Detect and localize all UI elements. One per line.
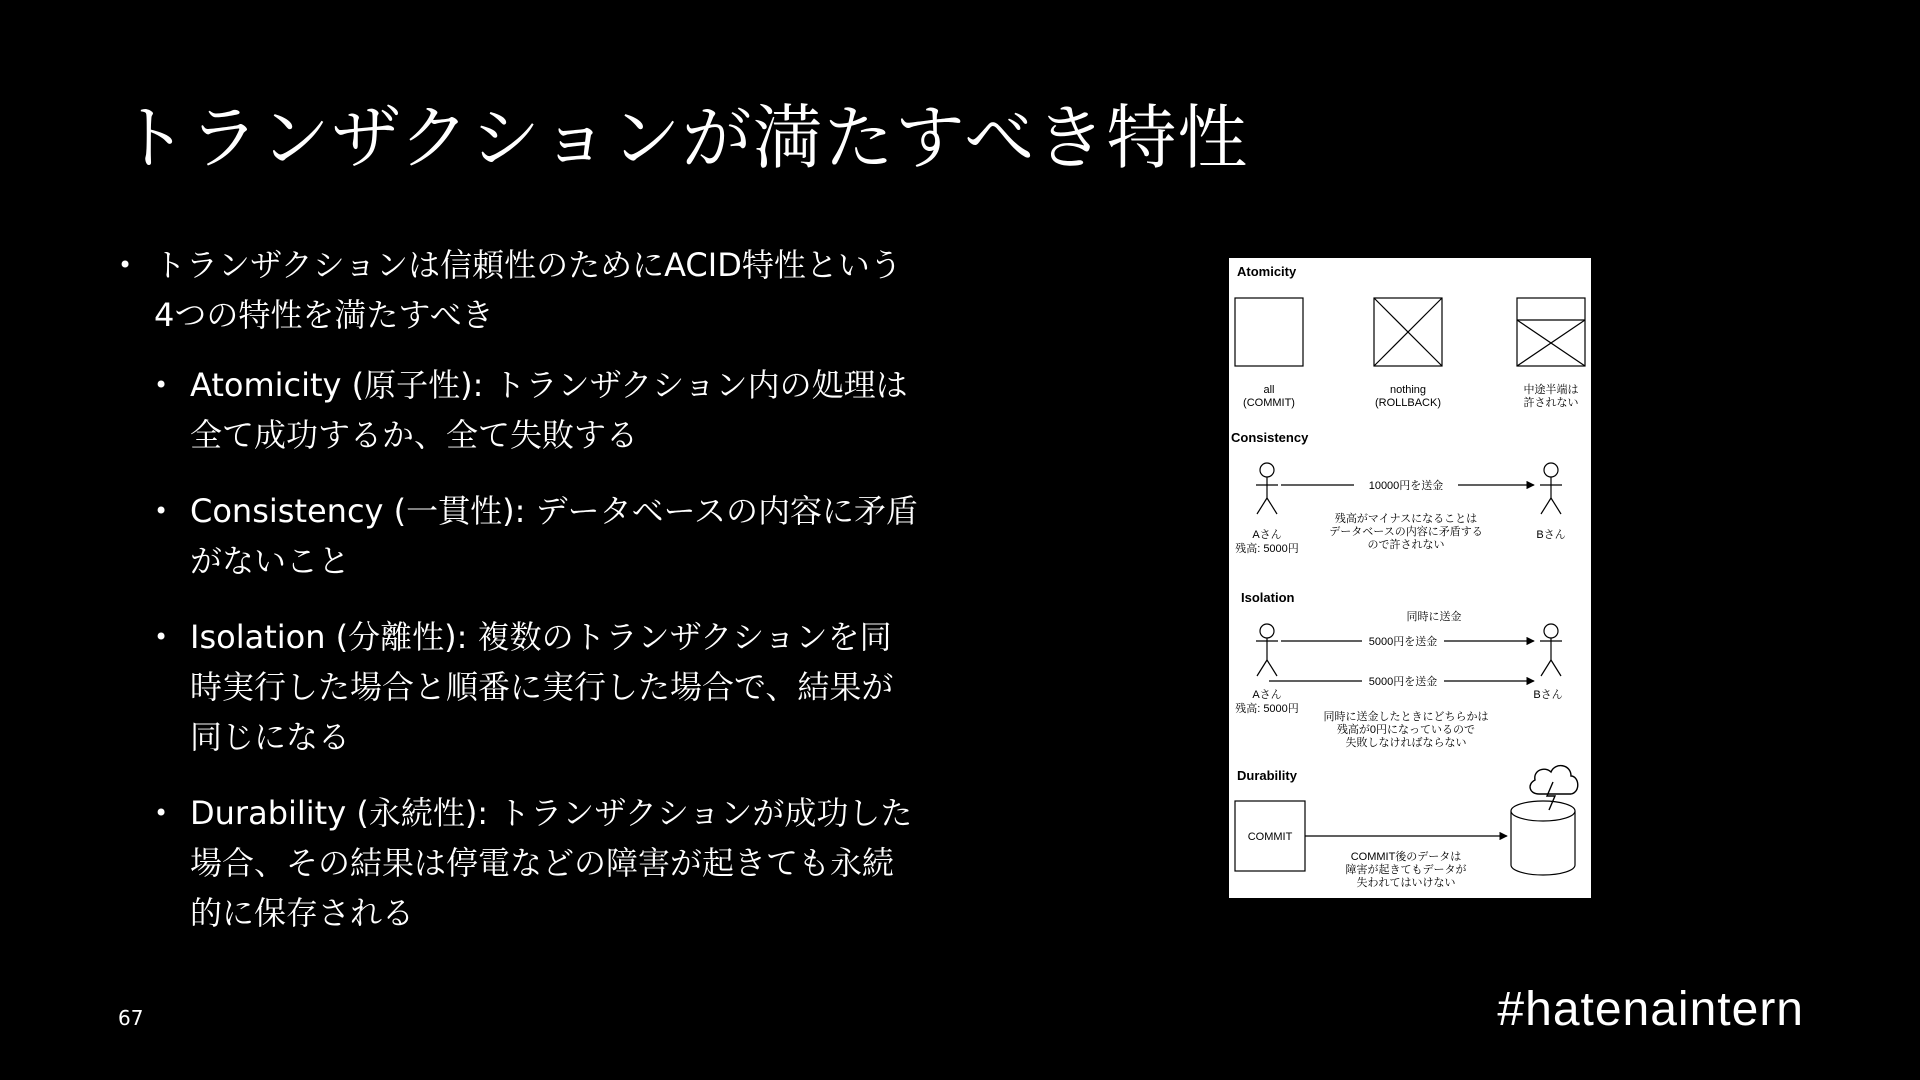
- bullet-acid-intro-text: トランザクションは信頼性のためにACID特性という4つの特性を満たすべき: [154, 246, 902, 334]
- consistency-note-1: 残高がマイナスになることは: [1334, 513, 1478, 525]
- person-b-icon: [1540, 463, 1562, 514]
- balance-a-label: 残高: 5000円: [1235, 703, 1299, 715]
- person-b-label: Bさん: [1536, 529, 1566, 541]
- bullet-consistency: • Consistency (一貫性): データベースの内容に矛盾がないこと: [154, 486, 918, 586]
- nothing-label: nothing: [1389, 384, 1427, 396]
- commit-box-label: COMMIT: [1247, 831, 1293, 843]
- person-a-icon: [1256, 463, 1278, 514]
- transfer-label: 10000円を送金: [1368, 480, 1444, 492]
- consistency-note-3: ので許されない: [1367, 539, 1445, 551]
- acid-diagram: [1229, 258, 1591, 898]
- isolation-note-1: 同時に送金したときにどちらかは: [1323, 711, 1489, 723]
- transfer-label-2: 5000円を送金: [1368, 676, 1438, 688]
- rollback-label: (ROLLBACK): [1374, 397, 1442, 409]
- consistency-heading: Consistency: [1231, 430, 1309, 445]
- atomicity-heading: Atomicity: [1237, 264, 1297, 279]
- half-done-box: [1517, 298, 1585, 366]
- durability-note-1: COMMIT後のデータは: [1350, 851, 1462, 863]
- bullet-isolation: • Isolation (分離性): 複数のトランザクションを同時実行した場合と順番に実行した場合で、結果が同じになる: [154, 612, 918, 762]
- balance-a-label: 残高: 5000円: [1235, 543, 1299, 555]
- transfer-label-1: 5000円を送金: [1368, 636, 1438, 648]
- simultaneous-label: 同時に送金: [1406, 611, 1462, 623]
- consistency-note-2: データベースの内容に矛盾する: [1329, 526, 1483, 538]
- bullet-durability: • Durability (永続性): トランザクションが成功した場合、その結果は停電などの障害が起きても永続的に保存される: [154, 788, 918, 938]
- isolation-note-2: 残高が0円になっているので: [1336, 724, 1476, 736]
- durability-note-3: 失われてはいけない: [1356, 877, 1456, 889]
- bullet-atomicity: • Atomicity (原子性): トランザクション内の処理は全て成功するか、全て失敗する: [154, 360, 918, 460]
- person-b-icon: [1540, 624, 1562, 676]
- all-commit-box: [1235, 298, 1303, 366]
- person-a-label: Aさん: [1252, 689, 1282, 701]
- half-label-1: 中途半端は: [1523, 384, 1579, 396]
- durability-note-2: 障害が起きてもデータが: [1345, 864, 1467, 876]
- hashtag: #hatenaintern: [1497, 983, 1804, 1036]
- page-number: 67: [118, 1006, 144, 1030]
- acid-sub-list: [154, 360, 918, 938]
- bullet-acid-intro: [118, 240, 918, 938]
- isolation-heading: Isolation: [1241, 590, 1295, 605]
- all-label: all: [1263, 384, 1275, 396]
- half-label-2: 許されない: [1523, 397, 1579, 409]
- durability-heading: Durability: [1237, 768, 1297, 783]
- isolation-note-3: 失敗しなければならない: [1345, 737, 1467, 749]
- commit-label: (COMMIT): [1243, 397, 1295, 409]
- database-icon: [1511, 801, 1575, 875]
- person-b-label: Bさん: [1533, 689, 1563, 701]
- bullet-list: [118, 240, 918, 964]
- person-a-icon: [1256, 624, 1278, 676]
- slide-title: トランザクションが満たすべき特性: [118, 97, 1249, 179]
- nothing-rollback-box: [1374, 298, 1442, 366]
- person-a-label: Aさん: [1252, 529, 1282, 541]
